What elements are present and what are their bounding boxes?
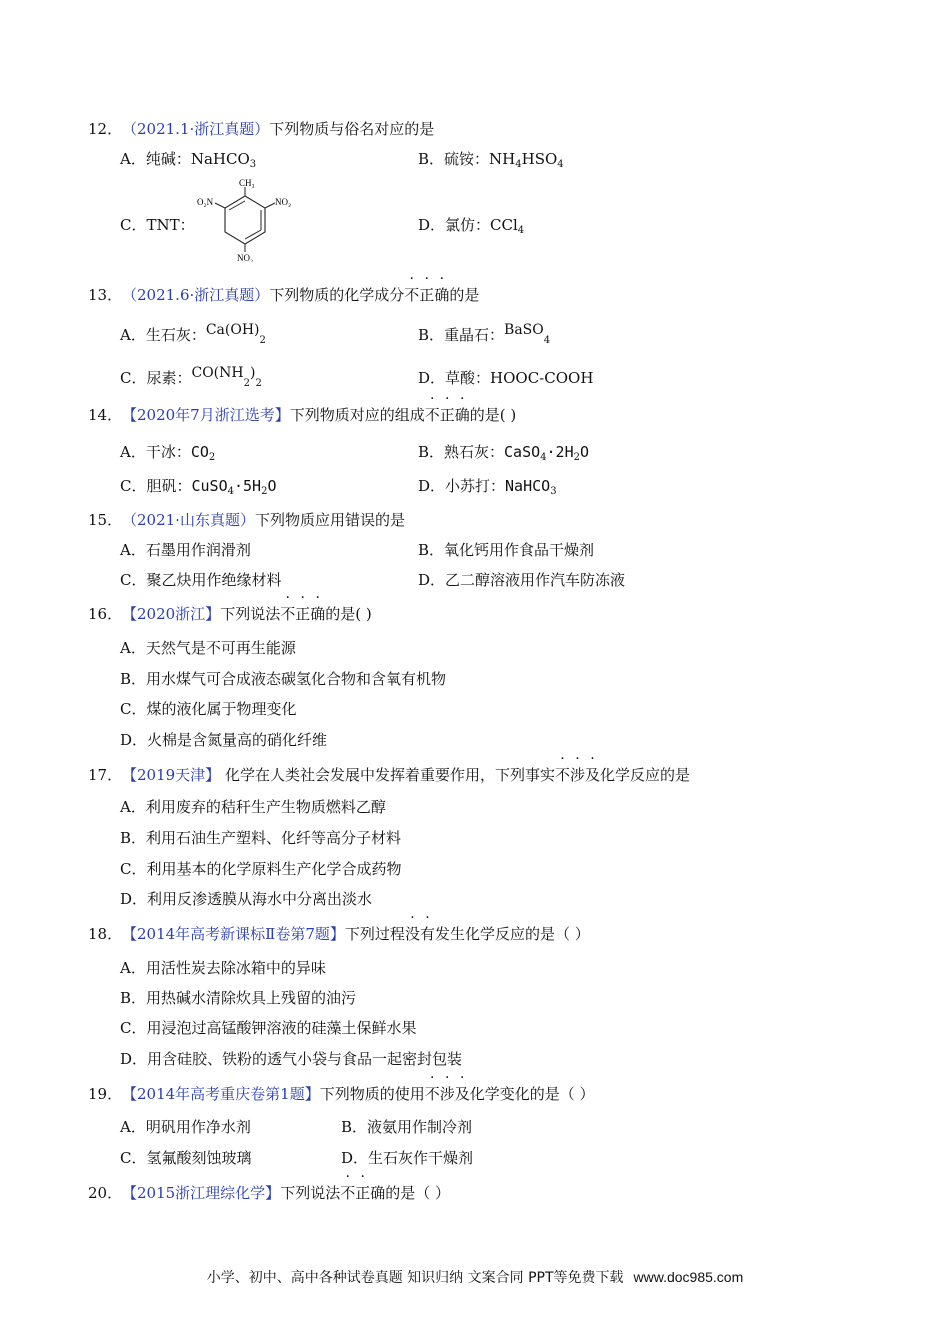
- option-c: C．煤的液化属于物理变化: [120, 700, 297, 718]
- ch3-label: CH₃: [239, 178, 255, 188]
- tnt-structure-image: [195, 176, 295, 262]
- question-19: 19．【2014年高考重庆卷第1题】下列物质的使用不涉及化学变化的是（ ）: [88, 1085, 595, 1103]
- no2-bottom-label: NO₂: [237, 253, 254, 262]
- footer-url[interactable]: www.doc985.com: [633, 1269, 744, 1285]
- option-b: B．利用石油生产塑料、化纤等高分子材料: [120, 829, 402, 847]
- option-b: B．用热碱水清除炊具上残留的油污: [120, 989, 357, 1007]
- question-13: 13．（2021.6·浙江真题）下列物质的化学成分不正确的是: [88, 286, 480, 304]
- footer-text: 小学、初中、高中各种试卷真题 知识归纳 文案合同 PPT等免费下载: [206, 1270, 624, 1286]
- option-b: B．熟石灰：$CaSO_4\cdot 2H_2O$: [418, 443, 590, 463]
- emphasis-char: 不: [404, 286, 420, 304]
- option-b: B．用水煤气可合成液态碳氢化合物和含氧有机物: [120, 670, 447, 688]
- option-a: A．明矾用作净水剂: [120, 1118, 251, 1136]
- option-d: D．生石灰作干燥剂: [341, 1149, 474, 1167]
- option-a: A．石墨用作润滑剂: [120, 541, 251, 559]
- option-a: A．纯碱：NaHCO$_3$: [120, 150, 257, 170]
- option-b: B．氧化钙用作食品干燥剂: [418, 541, 595, 559]
- option-a: A．干冰：$CO_2$: [120, 443, 216, 463]
- option-d: D．乙二醇溶液用作汽车防冻液: [418, 571, 626, 589]
- emphasis-char: 确: [434, 286, 450, 304]
- question-stem: 下列物质与俗名对应的是: [269, 120, 435, 138]
- option-c: C．胆矾：$CuSO_4\cdot 5H_2O$: [120, 477, 277, 497]
- option-c: C．氢氟酸刻蚀玻璃: [120, 1149, 252, 1167]
- option-d: D．氯仿：CCl$_4$: [418, 216, 525, 236]
- option-c: C．利用基本的化学原料生产化学合成药物: [120, 860, 402, 878]
- option-c: C．TNT：: [120, 216, 195, 234]
- question-17: 17．【2019天津】 化学在人类社会发展中发挥着重要作用，下列事实不涉及化学反应的是: [88, 766, 691, 784]
- option-d: D．利用反渗透膜从海水中分离出淡水: [120, 890, 373, 908]
- option-b: B．硫铵：$NH_4HSO_4$: [418, 150, 564, 170]
- question-20: 20．【2015浙江理综化学】下列说法不正确的是（ ）: [88, 1184, 451, 1202]
- option-c: C．聚乙炔用作绝缘材料: [120, 571, 282, 589]
- option-b: B．重晶石：BaSO$_4$: [418, 322, 551, 346]
- option-a: A．生石灰：$Ca(OH)_2$: [120, 322, 266, 346]
- question-14: 14．【2020年7月浙江选考】下列物质对应的组成不正确的是( ): [88, 406, 517, 424]
- option-b: B．液氨用作制冷剂: [341, 1118, 473, 1136]
- option-c: C．尿素：$CO(NH_2)_2$: [120, 365, 262, 389]
- question-15: 15．（2021·山东真题）下列物质应用错误的是: [88, 511, 405, 529]
- o2n-label: O₂N: [197, 197, 214, 207]
- option-d: D．草酸：HOOC-COOH: [418, 369, 594, 387]
- option-d: D．小苏打：NaHCO$_3$: [418, 477, 557, 497]
- question-number: 12．: [88, 120, 123, 138]
- option-d: D．用含硅胶、铁粉的透气小袋与食品一起密封包装: [120, 1050, 463, 1068]
- emphasis-char: 正: [419, 286, 435, 304]
- no2-right-label: NO₂: [275, 197, 292, 207]
- option-a: A．天然气是不可再生能源: [120, 639, 296, 657]
- question-source: （2021.1·浙江真题）: [122, 120, 270, 138]
- option-a: A．利用废弃的秸秆生产生物质燃料乙醇: [120, 798, 386, 816]
- question-12: [88, 118, 434, 139]
- option-d: D．火棉是含氮量高的硝化纤维: [120, 731, 328, 749]
- option-a: A．用活性炭去除冰箱中的异味: [120, 959, 326, 977]
- question-16: 16．【2020浙江】下列说法不正确的是( ): [88, 605, 372, 623]
- option-c: C．用浸泡过高锰酸钾溶液的硅藻土保鲜水果: [120, 1019, 417, 1037]
- question-18: 18．【2014年高考新课标Ⅱ卷第7题】下列过程没有发生化学反应的是（ ）: [88, 925, 590, 943]
- page-footer: [0, 1267, 950, 1287]
